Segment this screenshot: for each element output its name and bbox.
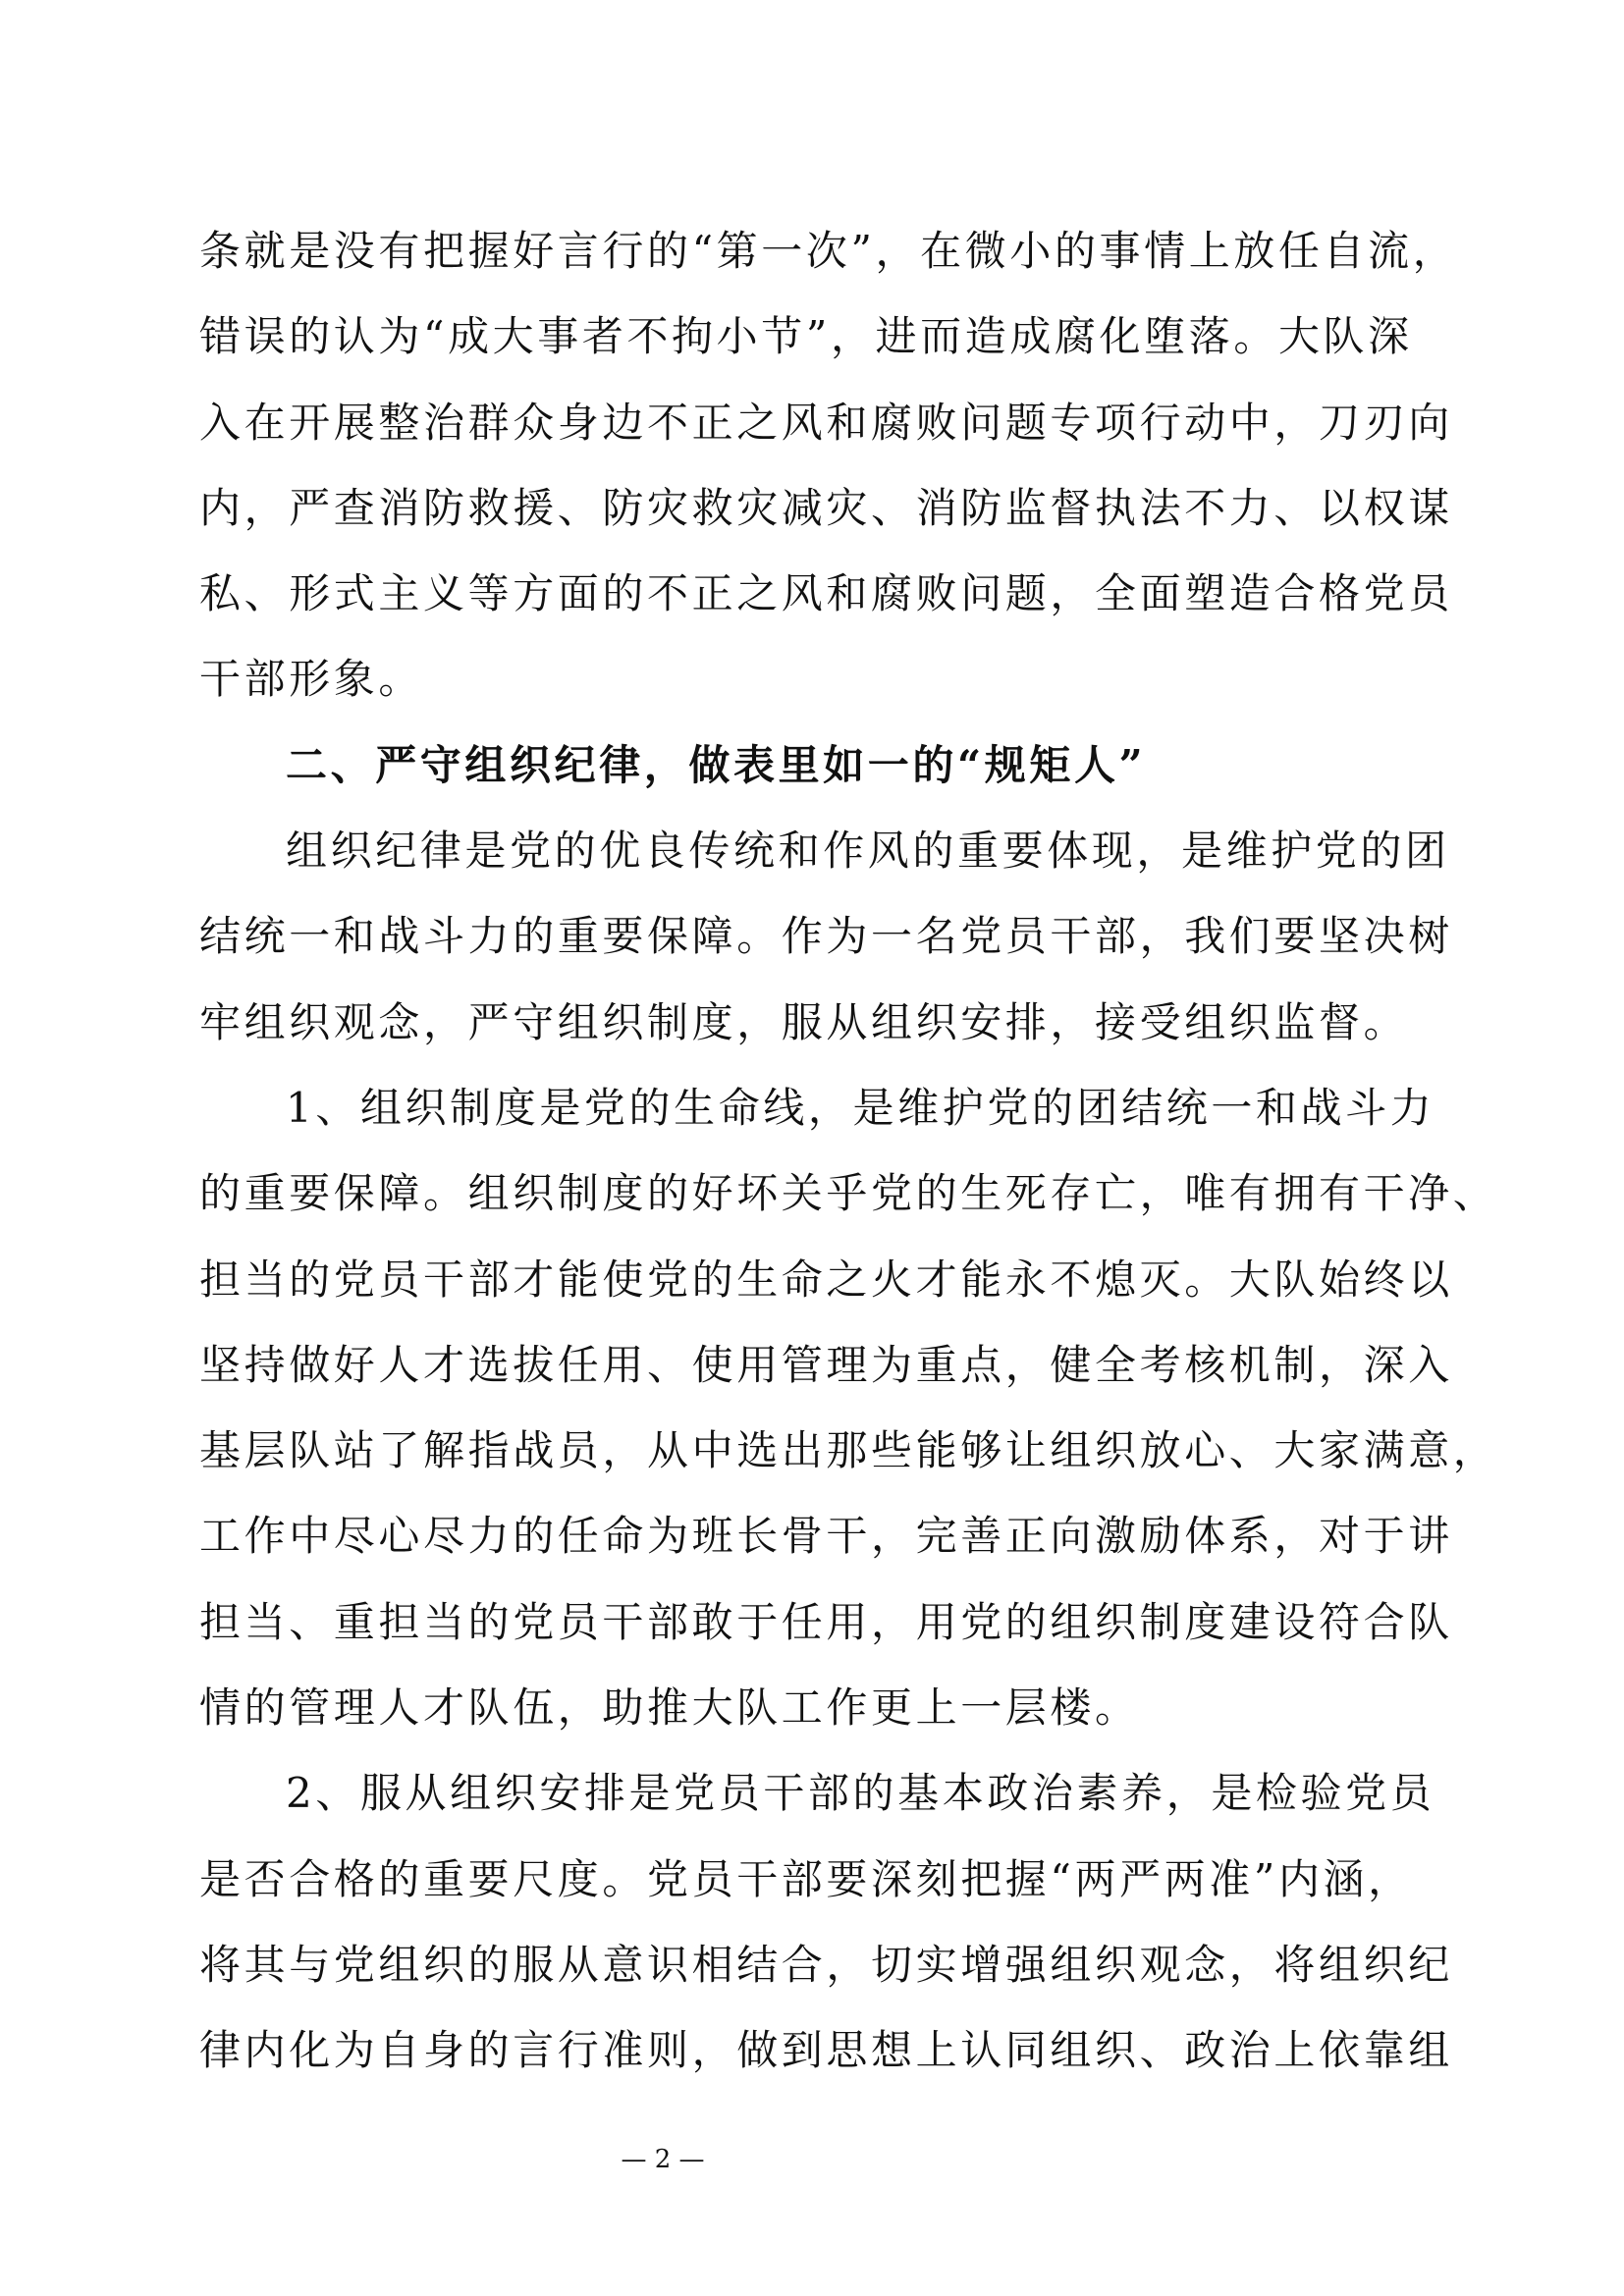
section-heading [199, 722, 1466, 808]
text-line: 情的管理人才队伍，助推大队工作更上一层楼。 [199, 1683, 1140, 1733]
document-body [199, 208, 1498, 2094]
text-line: 私、形式主义等方面的不正之风和腐败问题，全面塑造合格党员 [199, 569, 1453, 618]
text-line: 坚持做好人才选拔任用、使用管理为重点，健全考核机制，深入 [199, 1340, 1453, 1389]
text-line: 工作中尽心尽力的任命为班长骨干，完善正向激励体系，对于讲 [199, 1512, 1453, 1561]
text-line: 条就是没有把握好言行的“第一次”，在微小的事情上放任自流， [199, 227, 1458, 275]
text-line: 错误的认为“成大事者不拘小节”，进而造成腐化堕落。大队深 [199, 312, 1413, 361]
text-line: 担当的党员干部才能使党的生命之火才能永不熄灭。大队始终以 [199, 1255, 1453, 1304]
text-line: 牢组织观念，严守组织制度，服从组织安排，接受组织监督。 [199, 997, 1409, 1046]
text-line: 是否合格的重要尺度。党员干部要深刻把握“两严两准”内涵， [199, 1854, 1413, 1903]
text-line: 1、组织制度是党的生命线，是维护党的团结统一和战斗力 [286, 1083, 1435, 1132]
paragraph [199, 1065, 1498, 1750]
text-line: 组织纪律是党的优良传统和作风的重要体现，是维护党的团 [286, 827, 1450, 876]
text-line: 将其与党组织的服从意识相结合，切实增强组织观念，将组织纪 [199, 1940, 1453, 1989]
text-line: 基层队站了解指战员，从中选出那些能够让组织放心、大家满意， [199, 1426, 1498, 1475]
text-line: 结统一和战斗力的重要保障。作为一名党员干部，我们要坚决树 [199, 912, 1453, 961]
paragraph [199, 208, 1466, 722]
text-line: 内，严查消防救援、防灾救灾减灾、消防监督执法不力、以权谋 [199, 483, 1453, 532]
paragraph [199, 808, 1466, 1065]
text-line: 干部形象。 [199, 655, 424, 704]
text-line: 入在开展整治群众身边不正之风和腐败问题专项行动中，刀刃向 [199, 398, 1453, 447]
paragraph [199, 1750, 1466, 2093]
text-line: 二、严守组织纪律，做表里如一的“规矩人” [286, 740, 1147, 789]
text-line: 律内化为自身的言行准则，做到思想上认同组织、政治上依靠组 [199, 2026, 1453, 2075]
text-line: 的重要保障。组织制度的好坏关乎党的生死存亡，唯有拥有干净、 [199, 1169, 1498, 1218]
text-line: 担当、重担当的党员干部敢于任用，用党的组织制度建设符合队 [199, 1597, 1453, 1646]
page-number: — 2 — [621, 2145, 705, 2174]
text-line: 2、服从组织安排是党员干部的基本政治素养，是检验党员 [286, 1769, 1435, 1818]
